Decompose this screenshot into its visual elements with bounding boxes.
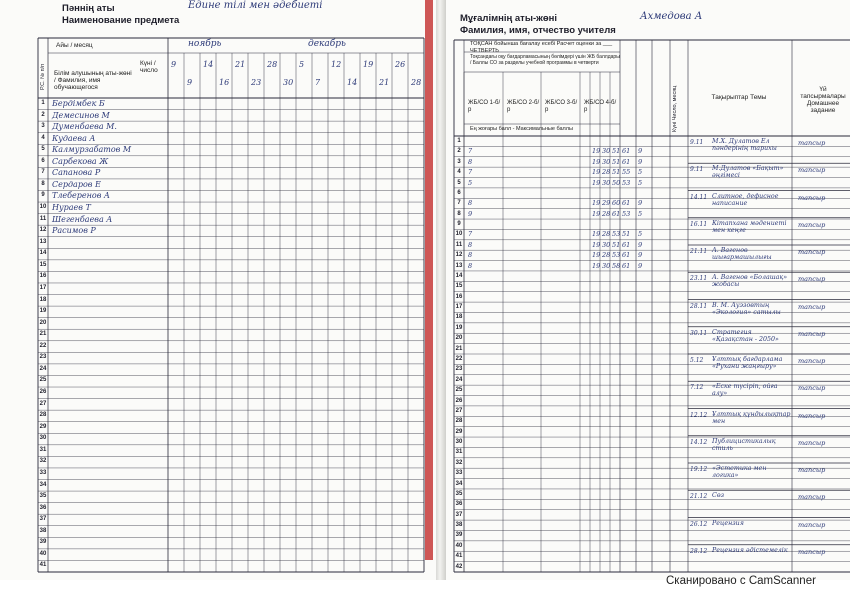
summative-score: 51: [612, 168, 621, 177]
row-number: 12: [39, 227, 47, 234]
row-number: 36: [455, 501, 463, 508]
date-cell: 12: [331, 60, 342, 69]
student-name: Думенбаева М.: [52, 122, 117, 132]
row-number: 30: [455, 439, 463, 446]
student-name: Сердаров Е: [52, 179, 101, 189]
summative-score: 9: [638, 157, 643, 166]
row-number: 8: [41, 180, 45, 187]
row-number: 24: [455, 376, 463, 383]
student-name: Шегенбаева А: [52, 214, 113, 224]
row-number: 33: [455, 470, 463, 477]
summative-score: 61: [622, 261, 631, 270]
homework-header: Үй тапсырмалары Домашнее задание: [800, 86, 846, 114]
summative-score: 53: [622, 178, 631, 187]
summative-score: 51: [612, 147, 621, 156]
row-number: 13: [39, 238, 47, 245]
summative-score: 8: [468, 199, 473, 208]
row-number: 25: [39, 377, 47, 384]
summative-score: 30: [602, 157, 611, 166]
summative-score: 9: [638, 251, 643, 260]
row-number: 14: [39, 250, 47, 257]
summative-score: 19: [592, 199, 601, 208]
topic-text: «Еске түсіріп, ойға алу»: [712, 383, 778, 398]
student-name: Демесинов М: [52, 110, 110, 120]
summative-score: 51: [622, 230, 631, 239]
row-number: 35: [455, 490, 463, 497]
row-number: 39: [39, 539, 47, 546]
summative-score: 51: [612, 157, 621, 166]
summative-score: 19: [592, 147, 601, 156]
date-cell: 5: [299, 60, 305, 69]
topic-date: 9.11: [690, 139, 704, 146]
topic-text: М.Дулатов «Бақыт» әңгімесі: [712, 165, 784, 180]
homework-text: тапсыр: [798, 411, 826, 420]
summative-score: 61: [622, 147, 631, 156]
topic-text: «Эстетика мен логика»: [712, 465, 767, 479]
topic-text: Стратегия «Қазақстан - 2050»: [712, 328, 779, 343]
summative-score: 9: [468, 209, 473, 218]
date-cell: 16: [219, 78, 230, 87]
topic-date: 14.12: [690, 438, 708, 446]
row-number: 8: [457, 210, 461, 217]
topic-date: 28.11: [690, 302, 708, 310]
summative-score: 19: [592, 230, 601, 239]
row-number: 4: [457, 169, 461, 176]
summative-score: 53: [622, 209, 631, 218]
summative-score: 5: [468, 178, 473, 187]
summative-score: 19: [592, 178, 601, 187]
date-cell: 7: [315, 78, 321, 87]
teacher-value: Ахмедова А: [640, 11, 703, 22]
student-name: Бердімбек Б: [52, 99, 105, 108]
topic-date: 9.11: [690, 166, 704, 174]
date-cell: 21: [379, 78, 390, 87]
row-number: 32: [455, 459, 463, 466]
row-number: 31: [39, 446, 47, 453]
date-cell: 9: [171, 60, 177, 69]
homework-text: тапсыр: [798, 438, 826, 447]
summative-col: ЖБ/СО 3-б/р: [545, 100, 578, 113]
topic-text: Рецензия әдістемелік: [712, 546, 788, 554]
summative-score: 8: [468, 261, 473, 270]
teacher-label-kz: Мұғалімнің аты-жөні: [460, 13, 558, 24]
summative-score: 55: [622, 168, 631, 177]
topic-date: 26.12: [690, 520, 708, 528]
row-number: 15: [455, 283, 463, 290]
row-number: 26: [455, 397, 463, 404]
homework-text: тапсыр: [798, 139, 826, 147]
day-label: Күні / число: [140, 60, 158, 74]
summative-score: 50: [612, 178, 621, 187]
row-number: 5: [457, 179, 461, 186]
month-name: декабрь: [308, 39, 346, 49]
row-number: 27: [39, 400, 47, 407]
student-name: Тлеберенов А: [52, 191, 110, 201]
row-number: 33: [39, 469, 47, 476]
summative-score: 30: [602, 261, 611, 270]
row-number: 26: [39, 389, 47, 396]
student-name: Калмурзабатов М: [52, 145, 132, 155]
row-number: 11: [39, 215, 47, 222]
students-header: Білім алушының аты-жөні / Фамилия, имя обучающегося: [54, 70, 132, 91]
homework-text: тапсыр: [798, 302, 826, 311]
row-number: 37: [39, 516, 47, 523]
month-label: Айы / месяц: [56, 42, 93, 49]
student-name: Нураев Т: [52, 203, 91, 213]
topic-text: Кітапхана мәдениеті мен кеңге: [712, 219, 787, 234]
date-cell: 21: [235, 60, 246, 69]
summative-score: 5: [638, 230, 643, 239]
summative-score: 19: [592, 168, 601, 177]
student-name: Расимов Р: [52, 226, 96, 236]
row-number: 31: [455, 449, 463, 456]
summative-score: 5: [638, 178, 643, 187]
date-cell: 28: [411, 78, 422, 87]
summative-score: 8: [468, 240, 473, 249]
row-number: 6: [457, 189, 461, 196]
date-cell: 14: [347, 78, 358, 87]
summative-col: ЖБ/СО 2-б/р: [507, 100, 540, 113]
row-number: 39: [455, 532, 463, 539]
summative-score: 8: [468, 251, 473, 260]
scan-footer: Сканировано с CamScanner: [666, 575, 816, 587]
summative-score: 5: [638, 209, 643, 218]
summative-score: 58: [612, 261, 621, 270]
summative-score: 19: [592, 261, 601, 270]
row-number: 7: [41, 169, 45, 176]
summative-score: 7: [468, 168, 473, 177]
topic-date: 19.12: [690, 466, 708, 473]
topic-date: 12.12: [690, 411, 708, 419]
summative-score: 60: [612, 199, 621, 208]
row-number: 18: [39, 296, 47, 303]
homework-text: тапсыр: [798, 357, 826, 365]
month-name: ноябрь: [188, 39, 222, 49]
summative-score: 30: [602, 178, 611, 187]
summative-score: 29: [602, 199, 611, 208]
row-number: 40: [39, 550, 47, 557]
student-name: Сарбекова Ж: [52, 156, 109, 166]
homework-text: тапсыр: [798, 248, 826, 256]
row-number: 41: [455, 553, 463, 560]
row-number: 17: [455, 304, 463, 311]
topic-date: 30.11: [690, 329, 708, 337]
row-number: 4: [41, 134, 45, 141]
row-number: 6: [41, 157, 45, 164]
row-number: 30: [39, 435, 47, 442]
row-number: 12: [455, 252, 463, 259]
row-number: 5: [41, 146, 45, 153]
homework-text: тапсыр: [798, 466, 826, 474]
topic-text: Ұлттық бағдарлама «Рухани жаңғыру»: [712, 356, 783, 370]
topic-date: 23.11: [690, 275, 708, 283]
row-number: 41: [39, 562, 47, 569]
row-number: 34: [39, 481, 47, 488]
topic-text: А. Вагенов «Болашақ» жобасы: [712, 274, 788, 289]
row-number: 16: [39, 273, 47, 280]
row-number: 18: [455, 314, 463, 321]
homework-text: тапсыр: [798, 193, 826, 202]
summative-score: 30: [602, 240, 611, 249]
date-cell: 19: [363, 60, 374, 69]
subject-value: Едине тілі мен әдебиеті: [188, 0, 323, 11]
row-number: 1: [457, 138, 461, 144]
row-number: 23: [455, 366, 463, 373]
summative-score: 30: [602, 147, 611, 156]
row-number: 23: [39, 354, 47, 361]
row-number: 14: [455, 272, 463, 279]
row-number: 9: [41, 192, 45, 199]
topic-date: 21.12: [690, 493, 708, 501]
topic-text: Сөз: [712, 492, 725, 500]
subject-label-kz: Пәннің аты: [62, 3, 115, 14]
row-number: 25: [455, 387, 463, 394]
homework-text: тапсыр: [798, 520, 826, 529]
row-number: 21: [455, 345, 463, 352]
row-number: 40: [455, 542, 463, 549]
summative-score: 7: [468, 147, 473, 156]
summative-score: 61: [612, 209, 621, 218]
row-number: 27: [455, 407, 463, 414]
summative-score: 61: [622, 240, 631, 249]
date-cell: 23: [251, 78, 262, 87]
row-number: 29: [39, 423, 47, 430]
summative-score: 28: [602, 168, 611, 177]
topic-text: М.Х. Дулатов Ел пәндерінің тарихы: [712, 138, 777, 152]
summative-score: 7: [468, 230, 473, 239]
summative-score: 9: [638, 240, 643, 249]
row-number: 28: [39, 412, 47, 419]
row-number: 29: [455, 428, 463, 435]
row-number: 37: [455, 511, 463, 518]
date-cell: 30: [283, 78, 294, 87]
homework-text: тапсыр: [798, 384, 826, 393]
row-number: 34: [455, 480, 463, 487]
row-number: 35: [39, 493, 47, 500]
row-number: 15: [39, 261, 47, 268]
summative-subheader: Тоқсандағы оқу бағдарламасының бөлімдері үшін ЖБ баллдары / Баллы СО за разделы учебной программы в четверти: [470, 54, 620, 66]
max-score-label: Ең жоғары балл - Максимальные баллы: [470, 126, 573, 132]
topic-date: 5.12: [690, 357, 704, 364]
date-cell: 9: [187, 78, 193, 87]
summative-col: ЖБ/СО 4-б/р: [584, 100, 617, 113]
summative-score: 19: [592, 251, 601, 260]
row-number: 38: [39, 527, 47, 534]
row-number: 10: [39, 204, 47, 211]
row-num-header: Р.С. № п/п: [40, 63, 46, 90]
topic-text: Публицистикалық стиль: [712, 437, 776, 452]
row-number: 2: [41, 111, 45, 118]
summative-score: 8: [468, 157, 473, 166]
topic-text: Рецензия: [712, 519, 744, 527]
row-number: 7: [457, 200, 461, 207]
homework-text: тапсыр: [798, 275, 826, 284]
student-name: Кудаева А: [52, 133, 96, 143]
row-number: 28: [455, 418, 463, 425]
topic-text: Ұлттық құндылықтар мен: [712, 410, 791, 425]
summative-score: 5: [638, 168, 643, 177]
row-number: 38: [455, 522, 463, 529]
topic-date: 7.12: [690, 384, 704, 392]
summative-score: 28: [602, 251, 611, 260]
row-number: 9: [457, 221, 461, 228]
date-cell: 14: [203, 60, 214, 69]
date-cell: 28: [267, 60, 278, 69]
topic-header: Тақырыптар Темы: [711, 94, 767, 101]
subject-label-ru: Наименование предмета: [62, 15, 180, 26]
date-header: Күні Число, месяц: [672, 85, 678, 132]
summative-score: 19: [592, 209, 601, 218]
summative-score: 9: [638, 261, 643, 270]
homework-text: тапсыр: [798, 329, 826, 338]
summative-score: 53: [612, 251, 621, 260]
row-number: 1: [41, 100, 45, 106]
summative-score: 9: [638, 199, 643, 208]
summative-score: 19: [592, 240, 601, 249]
summative-score: 9: [638, 147, 643, 156]
summative-score: 28: [602, 230, 611, 239]
row-number: 19: [39, 308, 47, 315]
topic-date: 14.11: [690, 193, 708, 201]
topic-text: Слитное, дефисное написание: [712, 192, 779, 207]
row-number: 20: [39, 319, 47, 326]
row-number: 13: [455, 262, 463, 269]
topic-text: В. М. Ауэзовтың «Экология» сатылы: [712, 301, 781, 316]
topic-text: А. Вагенов шығармашылығы: [712, 247, 772, 261]
date-cell: 26: [395, 60, 406, 69]
row-number: 20: [455, 335, 463, 342]
row-number: 17: [39, 284, 47, 291]
row-number: 22: [39, 342, 47, 349]
row-number: 32: [39, 458, 47, 465]
summative-header: ТОҚСАН бойынша бағалау есебі Расчет оценки за ___ ЧЕТВЕРТЬ: [470, 41, 613, 54]
summative-score: 28: [602, 209, 611, 218]
topic-date: 28.12: [690, 547, 708, 555]
row-number: 22: [455, 356, 463, 362]
summative-score: 61: [622, 199, 631, 208]
row-number: 24: [39, 365, 47, 372]
topic-date: 16.11: [690, 220, 708, 228]
row-number: 3: [41, 123, 45, 130]
row-number: 19: [455, 324, 463, 331]
homework-text: тапсыр: [798, 220, 826, 229]
row-number: 36: [39, 504, 47, 511]
row-number: 3: [457, 158, 461, 165]
summative-score: 61: [622, 251, 631, 260]
row-number: 11: [455, 241, 463, 248]
row-number: 42: [455, 563, 463, 570]
row-number: 10: [455, 231, 463, 238]
summative-score: 19: [592, 157, 601, 166]
summative-score: 51: [612, 240, 621, 249]
summative-col: ЖБ/СО 1-б/р: [468, 100, 501, 113]
student-name: Сапанова Р: [52, 168, 101, 178]
teacher-label-ru: Фамилия, имя, отчество учителя: [460, 25, 616, 36]
summative-score: 61: [622, 157, 631, 166]
row-number: 21: [39, 331, 47, 338]
summative-score: 53: [612, 230, 621, 239]
row-number: 16: [455, 293, 463, 300]
row-number: 2: [457, 148, 461, 155]
homework-text: тапсыр: [798, 166, 826, 175]
topic-date: 21.11: [690, 248, 708, 255]
homework-text: тапсыр: [798, 547, 826, 556]
homework-text: тапсыр: [798, 493, 826, 502]
